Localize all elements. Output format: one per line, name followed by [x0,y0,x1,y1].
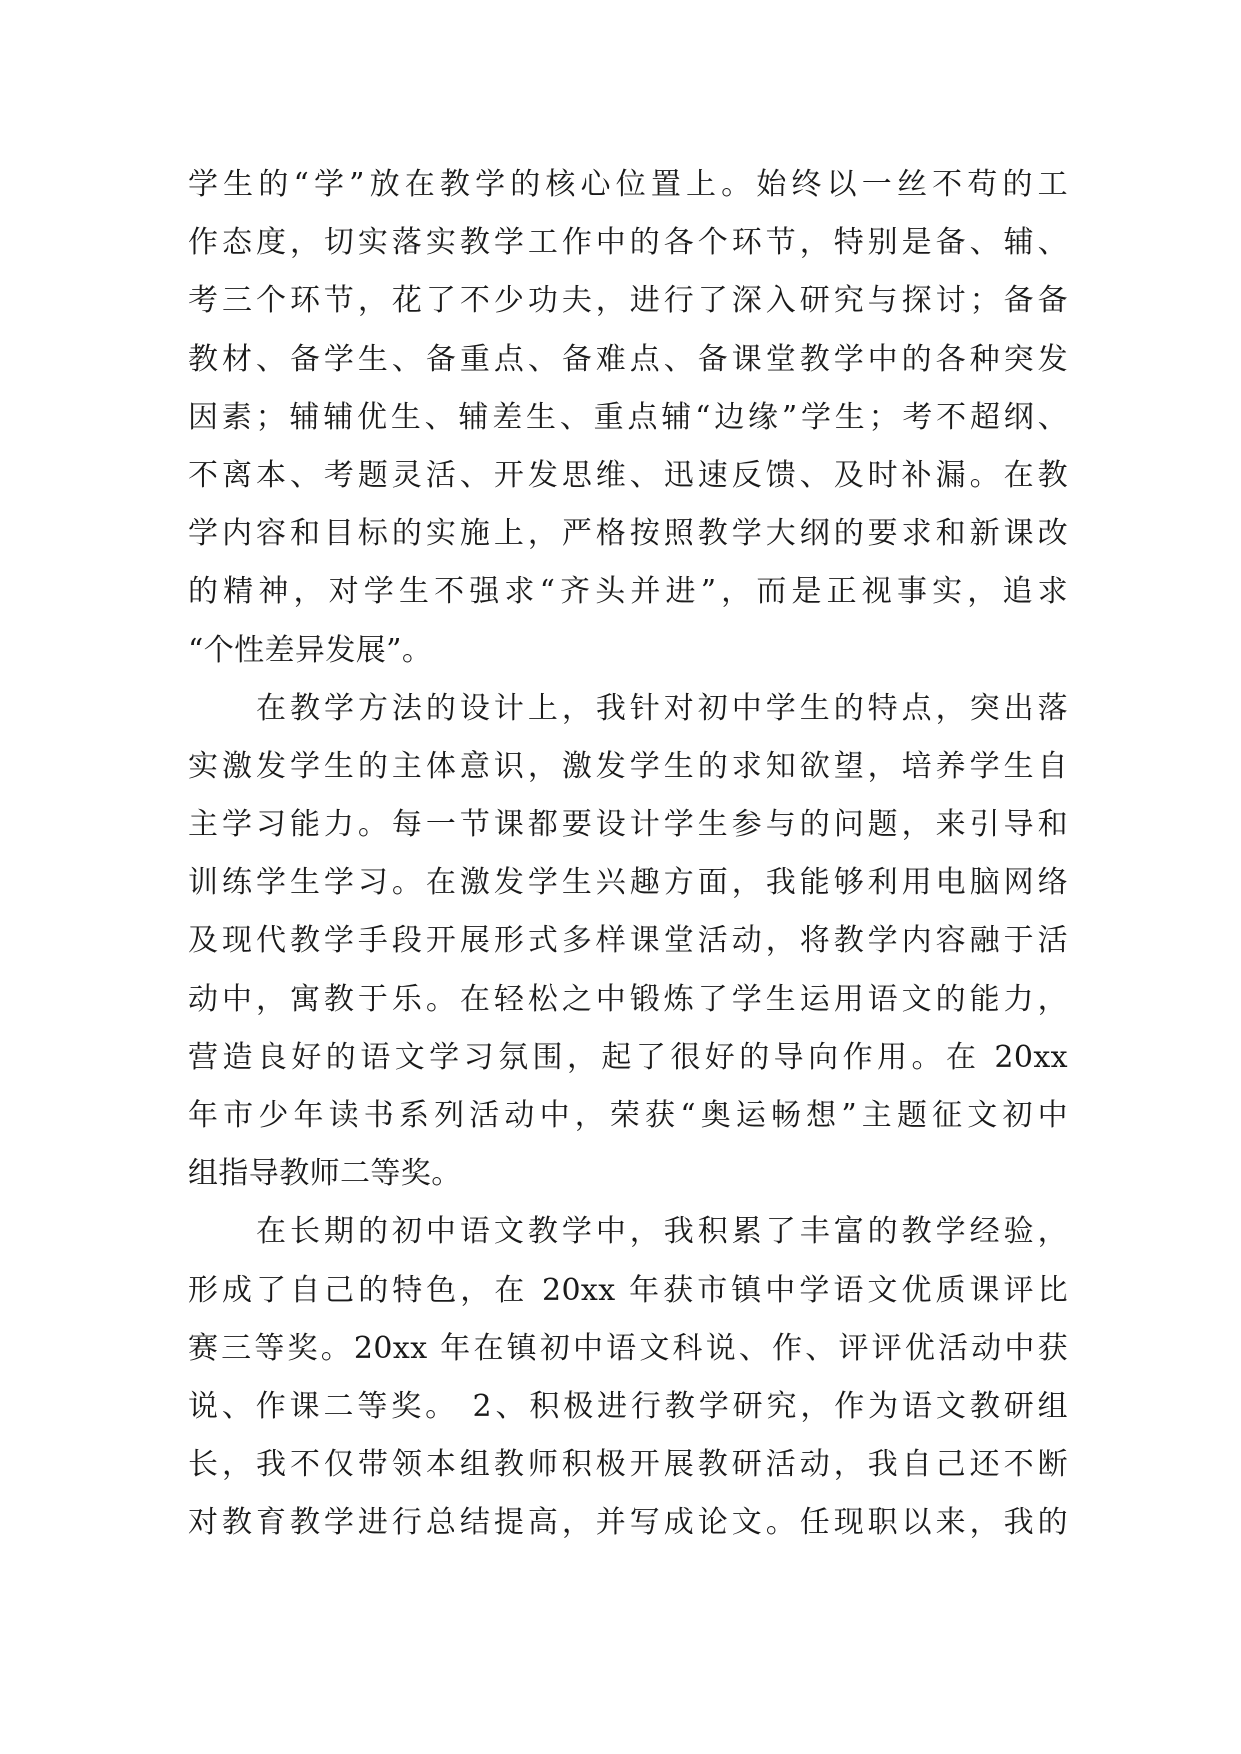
text-line: 实激发学生的主体意识，激发学生的求知欲望，培养学生自 [188,748,1068,784]
text-line: 学生的“学”放在教学的核心位置上。始终以一丝不苟的工 [188,167,1068,202]
paragraph [188,680,1068,1204]
text-line: 不离本、考题灵活、开发思维、迅速反馈、及时补漏。在教 [188,457,1068,493]
text-line: 考三个环节，花了不少功夫，进行了深入研究与探讨；备备 [188,283,1068,319]
text-line: 动中，寓教于乐。在轻松之中锻炼了学生运用语文的能力， [188,981,1068,1017]
text-line: 说、作课二等奖。 2、积极进行教学研究，作为语文教研组 [188,1388,1068,1424]
paragraph [188,156,1068,680]
text-line: 教材、备学生、备重点、备难点、备课堂教学中的各种突发 [188,341,1068,377]
text-line: 赛三等奖。20xx 年在镇初中语文科说、作、评评优活动中获 [188,1330,1068,1366]
text-line: 对教育教学进行总结提高，并写成论文。任现职以来，我的 [188,1505,1068,1541]
text-line: 营造良好的语文学习氛围，起了很好的导向作用。在 20xx [188,1039,1068,1075]
text-line: 在教学方法的设计上，我针对初中学生的特点，突出落 [256,690,1068,726]
text-line: 的精神，对学生不强求“齐头并进”，而是正视事实，追求 [188,574,1068,610]
text-line: 因素；辅辅优生、辅差生、重点辅“边缘”学生；考不超纲、 [188,399,1068,435]
text-line: 作态度，切实落实教学工作中的各个环节，特别是备、辅、 [188,225,1068,261]
text-line: 长，我不仅带领本组教师积极开展教研活动，我自己还不断 [188,1447,1068,1483]
text-line: “个性差异发展”。 [188,632,433,668]
text-line: 组指导教师二等奖。 [188,1156,462,1192]
text-line: 形成了自己的特色，在 20xx 年获市镇中学语文优质课评比 [188,1272,1068,1308]
text-line: 年市少年读书系列活动中，荣获“奥运畅想”主题征文初中 [188,1098,1068,1133]
text-line: 在长期的初中语文教学中，我积累了丰富的教学经验， [256,1214,1068,1250]
text-line: 及现代教学手段开展形式多样课堂活动，将教学内容融于活 [188,923,1068,959]
text-line: 训练学生学习。在激发学生兴趣方面，我能够利用电脑网络 [188,865,1068,901]
text-line: 主学习能力。每一节课都要设计学生参与的问题，来引导和 [188,807,1068,843]
text-line: 学内容和目标的实施上，严格按照教学大纲的要求和新课改 [188,516,1068,552]
body-text [188,156,1068,1553]
paragraph [188,1203,1068,1552]
